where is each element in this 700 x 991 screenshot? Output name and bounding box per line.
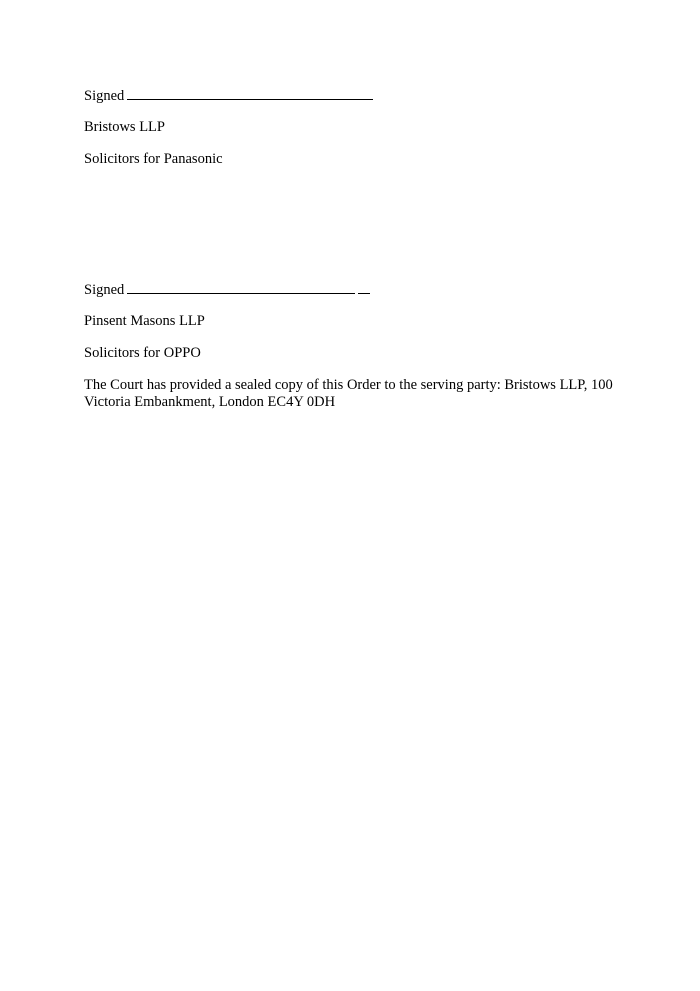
firm-role: Solicitors for Panasonic — [84, 151, 223, 167]
signed-label: Signed — [84, 282, 125, 298]
signature-underline — [127, 87, 373, 100]
signature-underline — [127, 281, 355, 294]
firm-name: Pinsent Masons LLP — [84, 313, 205, 329]
service-note-line-1: The Court has provided a sealed copy of this Order to the serving party: Bristows LLP, 100 — [84, 377, 613, 393]
signature-underline-trail — [358, 281, 370, 294]
signed-line — [84, 87, 373, 105]
signed-line — [84, 281, 370, 299]
firm-name: Bristows LLP — [84, 119, 165, 135]
firm-role: Solicitors for OPPO — [84, 345, 201, 361]
service-note — [84, 377, 624, 411]
signed-label: Signed — [84, 88, 125, 104]
service-note-line-2: Victoria Embankment, London EC4Y 0DH — [84, 394, 336, 410]
